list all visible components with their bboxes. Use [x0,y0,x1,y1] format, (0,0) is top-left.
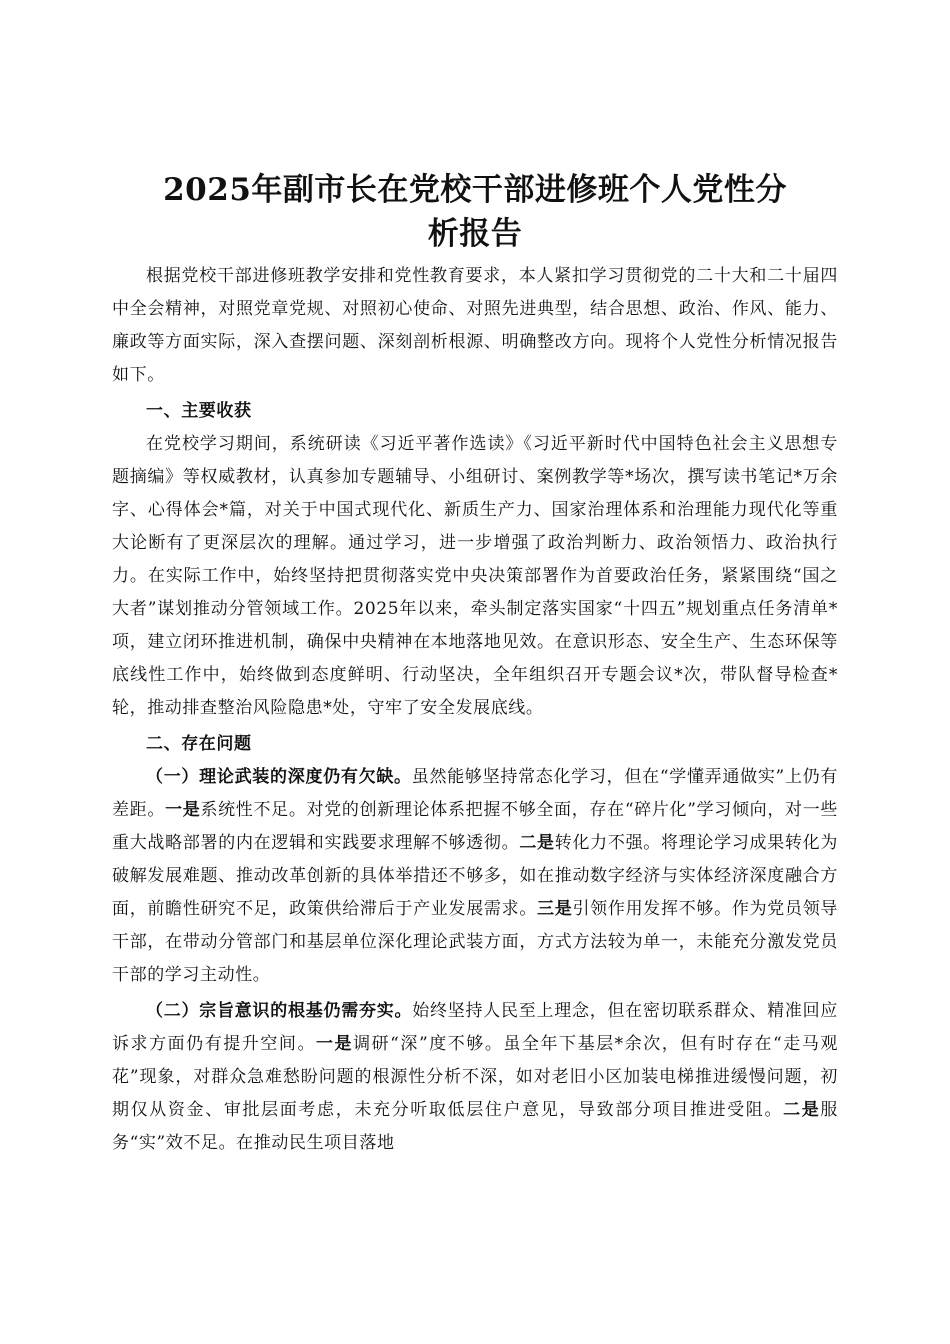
problem-item-theory-text: 虽然能够坚持常态化学习，但在“学懂弄通做实”上仍有差距。 [112,767,838,820]
problem-item-theory-title: （一）理论武装的深度仍有欠缺。 [146,767,412,787]
problem-item-purpose [112,995,838,1160]
document-page [112,168,838,1160]
point-marker: 二是 [783,1100,821,1120]
document-title [112,168,838,256]
document-title-line2: 析报告 [427,216,523,252]
point-text: 引领作用发挥不够。作为党员领导干部，在带动分管部门和基层单位深化理论武装方面，方式方法较为单一，未能充分激发党员干部的学习主动性。 [112,899,839,985]
point-text: 转化力不强。将理论学习成果转化为破解发展难题、推动改革创新的具体举措还不够多，如在推动数字经济与实体经济深度融合方面，前瞻性研究不足，政策供给滞后于产业发展需求。 [112,833,838,919]
intro-paragraph: 根据党校干部进修班教学安排和党性教育要求，本人紧扣学习贯彻党的二十大和二十届四中全会精神，对照党章党规、对照初心使命、对照先进典型，结合思想、政治、作风、能力、廉政等方面实际，深入查摆问题、深刻剖析根源、明确整改方向。现将个人党性分析情况报告如下。 [112,266,838,385]
problem-item-purpose-title: （二）宗旨意识的根基仍需夯实。 [146,1001,413,1021]
section-heading-main-gains: 一、主要收获 [146,401,252,421]
point-text: 调研“深”度不够。虽全年下基层*余次，但有时存在“走马观花”现象，对群众急难愁盼问题的根源性分析不深，如对老旧小区加装电梯推进缓慢问题，初期仅从资金、审批层面考虑，未充分听取低层住户意见，导致部分项目推进受阻。 [112,1034,838,1120]
point-text: 系统性不足。对党的创新理论体系把握不够全面，存在“碎片化”学习倾向，对一些重大战略部署的内在逻辑和实践要求理解不够透彻。 [112,800,838,853]
point-marker: 三是 [537,899,573,919]
point-text: 服务“实”效不足。在推动民生项目落地 [112,1100,838,1153]
point-marker: 一是 [165,800,201,820]
main-gains-paragraph: 在党校学习期间，系统研读《习近平著作选读》《习近平新时代中国特色社会主义思想专题摘编》等权威教材，认真参加专题辅导、小组研讨、案例教学等*场次，撰写读书笔记*万余字、心得体会*篇，对关于中国式现代化、新质生产力、国家治理体系和治理能力现代化等重大论断有了更深层次的理解。通过学习，进一步增强了政治判断力、政治领悟力、政治执行力。在实际工作中，始终坚持把贯彻落实党中央决策部署作为首要政治任务，紧紧围绕“国之大者”谋划推动分管领域工作。2025年以来，牵头制定落实国家“十四五”规划重点任务清单*项，建立闭环推进机制，确保中央精神在本地落地见效。在意识形态、安全生产、生态环保等底线性工作中，始终做到态度鲜明、行动坚决，全年组织召开专题会议*次，带队督导检查*轮，推动排查整治风险隐患*处，守牢了安全发展底线。 [112,434,838,718]
section-heading-problems: 二、存在问题 [146,734,252,754]
point-marker: 二是 [519,833,555,853]
problem-item-purpose-text: 始终坚持人民至上理念，但在密切联系群众、精准回应诉求方面仍有提升空间。 [112,1001,839,1054]
problem-item-theory [112,761,838,992]
point-marker: 一是 [316,1034,354,1054]
document-title-line1: 2025年副市长在党校干部进修班个人党性分 [163,172,787,208]
